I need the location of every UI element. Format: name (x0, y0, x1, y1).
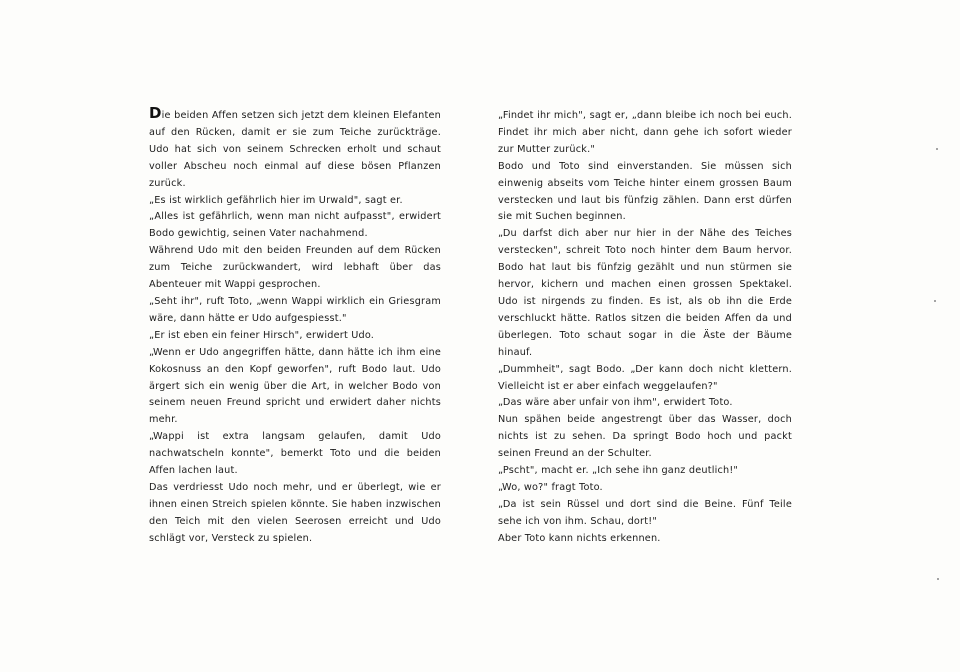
paragraph (149, 104, 441, 193)
paper-speck (936, 148, 938, 150)
paragraph: Während Udo mit den beiden Freunden auf dem Rücken zum Teiche zurückwandert, wird lebhaft über das Abenteuer mit Wappi gesprochen. (149, 245, 441, 291)
paragraph: „Dummheit", sagt Bodo. „Der kann doch nicht klettern. Vielleicht ist er aber einfach weggelaufen?" (498, 363, 792, 392)
right-text-column (498, 108, 792, 548)
paragraph: „Es ist wirklich gefährlich hier im Urwald", sagt er. (149, 194, 403, 206)
paragraph: Aber Toto kann nichts erkennen. (498, 532, 661, 544)
paragraph: „Wappi ist extra langsam gelaufen, damit Udo nachwatscheln konnte", bemerkt Toto und die beiden Affen lachen laut. (149, 431, 441, 477)
drop-cap: D (149, 104, 162, 122)
paragraph: Nun spähen beide angestrengt über das Wasser, doch nichts ist zu sehen. Da springt Bodo hoch und packt seinen Freund an der Schulter. (498, 414, 792, 460)
paper-speck (934, 300, 936, 302)
paragraph: „Findet ihr mich", sagt er, „dann bleibe ich noch bei euch. Findet ihr mich aber nicht, dann gehe ich sofort wieder zur Mutter zurück." (498, 110, 792, 155)
paragraph: Bodo und Toto sind einverstanden. Sie müssen sich einwenig abseits vom Teiche hinter einem grossen Baum verstecken und laut bis fünfzig zählen. Dann erst dürfen sie mit Suchen beginnen. (498, 160, 792, 223)
paragraph: „Wenn er Udo angegriffen hätte, dann hätte ich ihm eine Kokosnuss an den Kopf geworfen", ruft Bodo laut. Udo ärgert sich ein wenig über die Art, in welcher Bodo von seinem neuen Freund spricht und erwidert daher nichts mehr. (149, 346, 441, 426)
paragraph: „Alles ist gefährlich, wenn man nicht aufpasst", erwidert Bodo gewichtig, seinen Vater nachahmend. (149, 211, 441, 240)
paper-speck (937, 578, 939, 580)
paragraph-text: ie beiden Affen setzen sich jetzt dem kleinen Elefanten auf den Rücken, damit er sie zum Teiche zurückträge. Udo hat sich von seinem Schrecken erholt und schaut voller Abscheu noch einmal auf diese bösen Pflanzen zurück. (149, 110, 441, 189)
paragraph: Das verdriesst Udo noch mehr, und er überlegt, wie er ihnen einen Streich spielen könnte. Sie haben inzwischen den Teich mit den vielen Seerosen erreicht und Udo schlägt vor, Versteck zu spielen. (149, 481, 441, 544)
paragraph: „Wo, wo?" fragt Toto. (498, 481, 603, 493)
paragraph: „Seht ihr", ruft Toto, „wenn Wappi wirklich ein Griesgram wäre, dann hätte er Udo aufgespiesst." (149, 295, 441, 324)
paragraph: „Du darfst dich aber nur hier in der Nähe des Teiches verstecken", schreit Toto noch hinter dem Baum hervor. Bodo hat laut bis fünfzig gezählt und nun stürmen sie hervor, kichern und machen einen grossen Spektakel. Udo ist nirgends zu finden. Es ist, als ob ihn die Erde verschluckt hätte. Ratlos sitzen die beiden Affen da und überlegen. Toto schaut sogar in die Äste der Bäume hinauf. (498, 228, 792, 358)
paragraph: „Pscht", macht er. „Ich sehe ihn ganz deutlich!" (498, 465, 739, 477)
paragraph: „Das wäre aber unfair von ihm", erwidert Toto. (498, 397, 733, 409)
left-text-column (149, 104, 441, 548)
paragraph: „Da ist sein Rüssel und dort sind die Beine. Fünf Teile sehe ich von ihm. Schau, dort!" (498, 498, 792, 527)
paragraph: „Er ist eben ein feiner Hirsch", erwidert Udo. (149, 329, 375, 341)
